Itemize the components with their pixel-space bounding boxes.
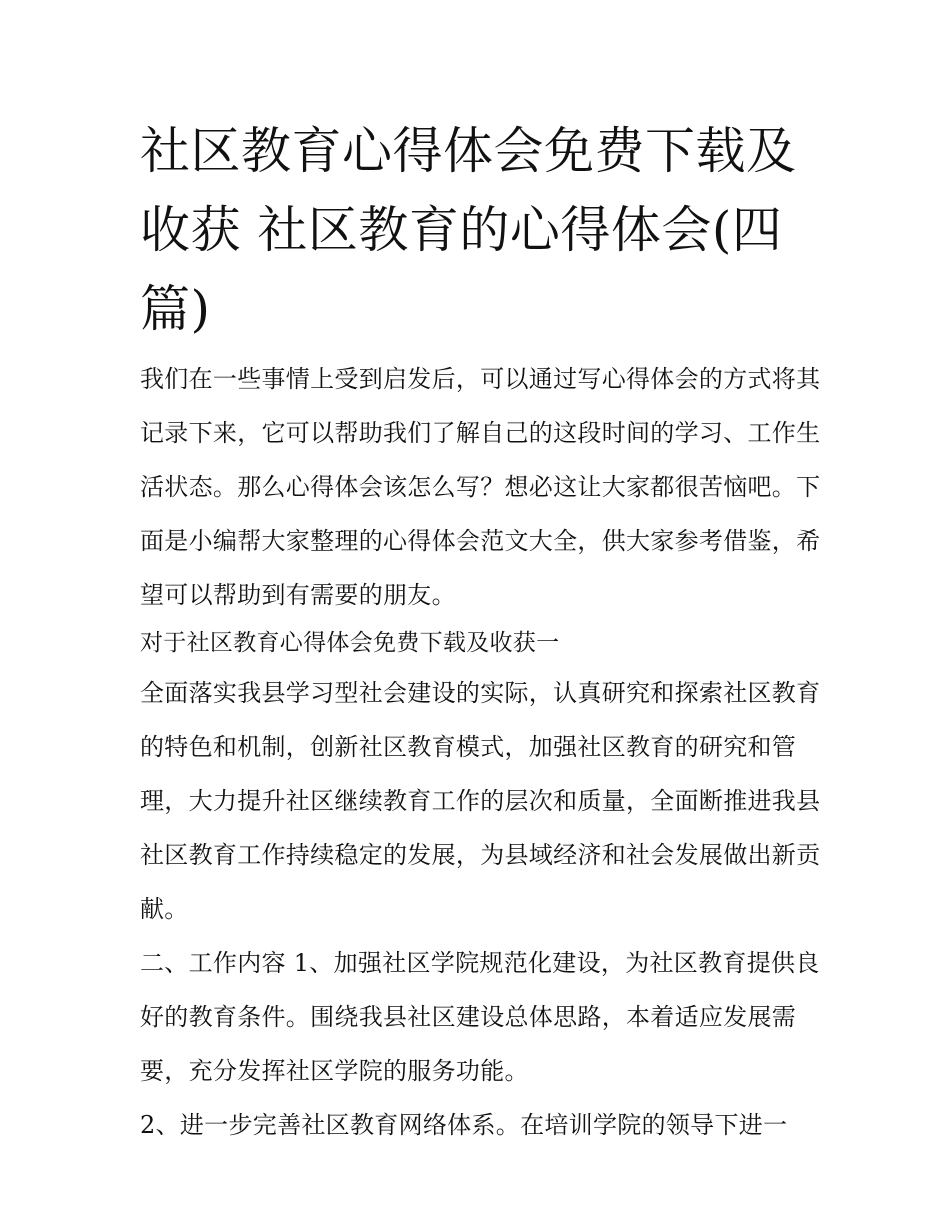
body-paragraph: 全面落实我县学习型社会建设的实际，认真研究和探索社区教育的特色和机制，创新社区教育模式，加强社区教育的研究和管理，大力提升社区继续教育工作的层次和质量，全面断推进我县社区教育工作持续稳定的发展，为县域经济和社会发展做出新贡献。 bbox=[140, 679, 821, 923]
document-body bbox=[140, 352, 830, 1152]
body-paragraph: 二、工作内容 1、加强社区学院规范化建设，为社区教育提供良好的教育条件。围绕我县社区建设总体思路，本着适应发展需要，充分发挥社区学院的服务功能。 bbox=[140, 949, 820, 1085]
document-title: 社区教育心得体会免费下载及收获 社区教育的心得体会(四篇) bbox=[140, 122, 797, 338]
intro-paragraph: 我们在一些事情上受到启发后，可以通过写心得体会的方式将其记录下来，它可以帮助我们了解自己的这段时间的学习、工作生活状态。那么心得体会该怎么写？想必这让大家都很苦恼吧。下面是小编帮大家整理的心得体会范文大全，供大家参考借鉴，希望可以帮助到有需要的朋友。 bbox=[140, 365, 821, 609]
section-heading: 对于社区教育心得体会免费下载及收获一 bbox=[140, 630, 560, 656]
body-paragraph: 2、进一步完善社区教育网络体系。在培训学院的领导下进一 bbox=[140, 1111, 788, 1139]
